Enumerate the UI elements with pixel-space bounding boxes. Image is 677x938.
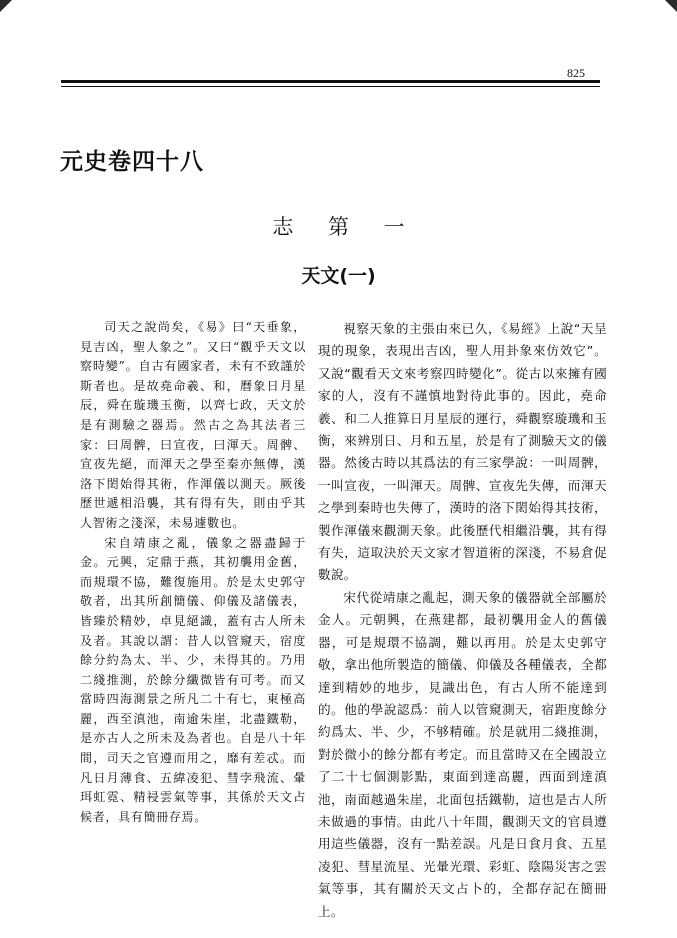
translation-paragraph: 宋代從靖康之亂起，測天象的儀器就全部屬於金人。元朝興，在燕建都，最初襲用金人的舊儀器，可是規環不協調，難以再用。於是太史郭守敬，拿出他所製造的簡儀、仰儀及各種儀表，全都達到精妙的地步，見識出色，有古人所不能達到的。他的學說認爲：前人以管窺測天，宿距度餘分約爲太、半、少，不够精確。於是就用二綫推測，對於微小的餘分都有考定。而且當時又在全國設立了二十七個測影點，東面到達高麗，西面到達滇池，南面越過朱崖，北面包括鐵勒，這也是古人所未做過的事情。由此八十年間，觀測天文的官員遵用這些儀器，沒有一點差誤。凡是日食月食、五星凌犯、彗星流星、光暈光環、彩虹、陰陽災害之雲氣等事，其有關於天文占卜的，全都存記在簡冊上。: [318, 589, 607, 919]
page-corner-mark-right: [665, 0, 677, 12]
page-number: 825: [567, 66, 585, 80]
translation-paragraph: 視察天象的主張由來已久，《易經》上說“天呈現的現象，表現出吉凶，聖人用卦象來仿效它”。又說“觀看天文來考察四時變化”。從古以來擁有國家的人，沒有不謹慎地對待此事的。因此，堯命羲、和二人推算日月星辰的運行，舜觀察璇璣和玉衡，來辨別日、月和五星，於是有了測驗天文的儀器。然後古時以其爲法的有三家學說：一叫周髀，一叫宣夜，一叫渾天。周髀、宣夜先失傳，而渾天之學到秦時也失傳了，漢時的洛下閎始得其技術，製作渾儀來觀測天象。此後歷代相繼沿襲，其有得有失，這取決於天文家才智道術的深淺，不易倉促數說。: [318, 321, 607, 583]
header-rule-thin: [61, 86, 600, 87]
classical-paragraph: 宋自靖康之亂，儀象之器盡歸于金。元興，定鼎于燕，其初襲用金舊，而規環不協，難復施用。於是太史郭守敬者，出其所創簡儀、仰儀及諸儀表，皆臻於精妙，卓見絕識，蓋有古人所未及者。其說以謂：昔人以管窺天，宿度餘分約為太、半、少，未得其的。乃用二綫推測，於餘分纖微皆有可考。而又當時四海測景之所凡二十有七，東極高麗，西至滇池，南逾朱崖，北盡鐵勒，是亦古人之所未及為者也。自是八十年間，司天之官遵而用之，靡有差忒。而凡日月薄食、五緯凌犯、彗孛飛流、暈珥虹霓、精祲雲氣等事，其係於天文占候者，具有簡冊存焉。: [80, 535, 306, 824]
header-rule: [61, 80, 600, 83]
page-corner-mark-left: [0, 0, 12, 12]
modern-translation-column: [318, 318, 607, 923]
section-title: 志 第 一: [272, 215, 405, 239]
classical-paragraph: 司天之說尚矣，《易》曰“天垂象，見吉凶，聖人象之”。又曰“觀乎天文以察時變”。自古有國家者，未有不致謹於斯者也。是故堯命羲、和，曆象日月星辰，舜在璇璣玉衡，以齊七政，天文於是有測驗之器焉。然古之為其法者三家：曰周髀，曰宣夜，曰渾天。周髀、宣夜先絕，而渾天之學至秦亦無傳，漢洛下閎始得其術，作渾儀以測天。厥後歷世遞相沿襲，其有得有失，則由乎其人智術之淺深，未易遽數也。: [80, 320, 306, 530]
classical-text-column: [80, 318, 306, 827]
subsection-title: 天文(一): [301, 265, 376, 287]
volume-title: 元史卷四十八: [60, 149, 204, 175]
